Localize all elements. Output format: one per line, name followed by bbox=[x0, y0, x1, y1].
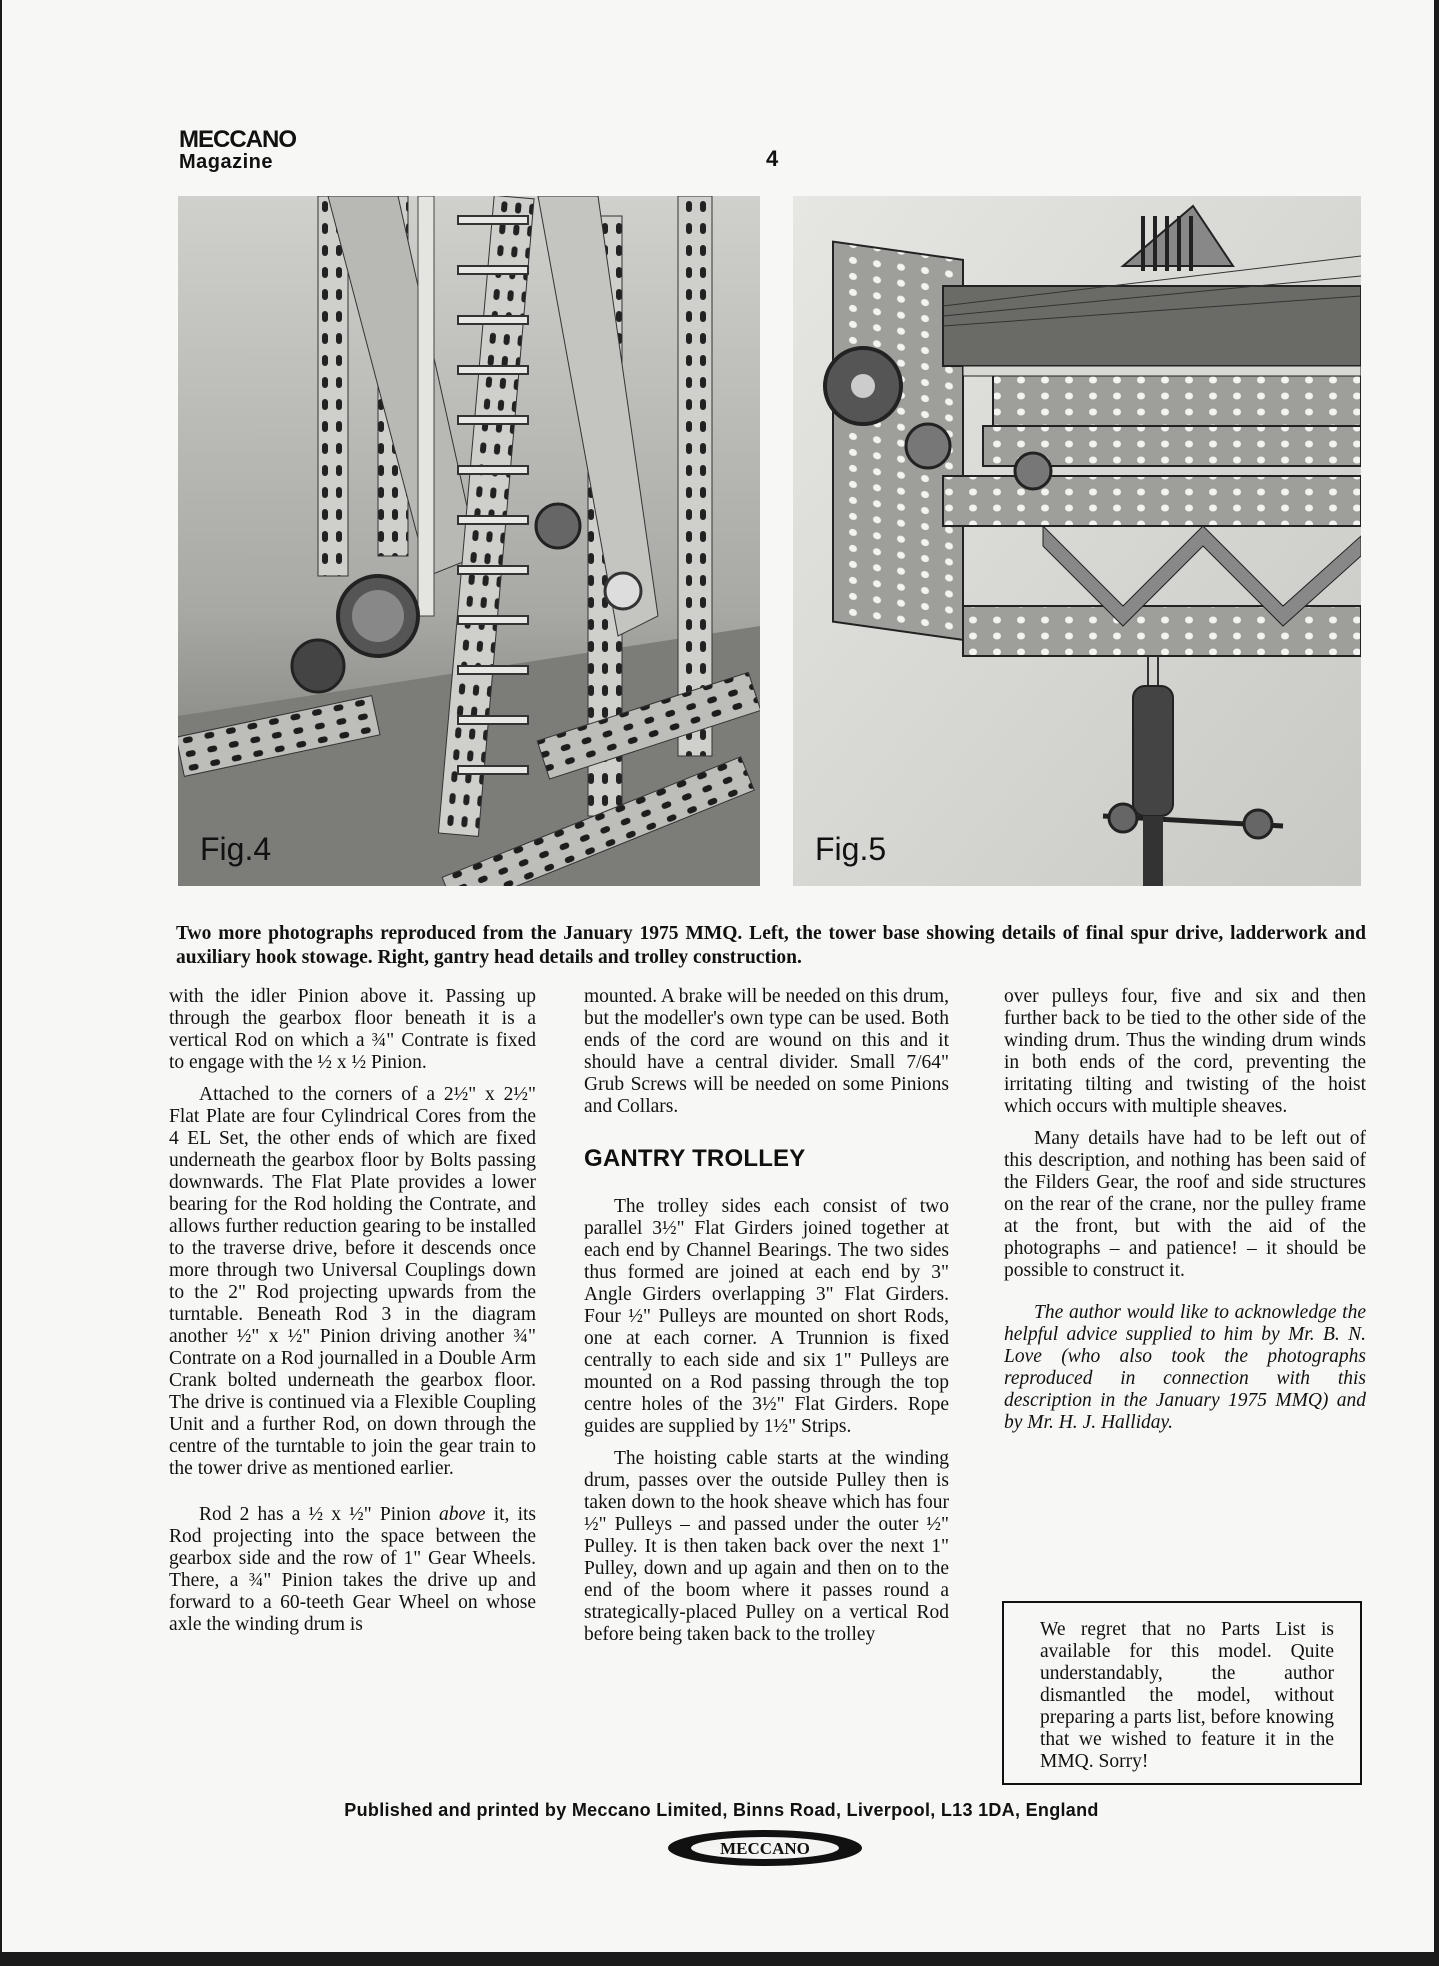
paragraph: The hoisting cable starts at the winding drum, passes over the outside Pulley then is taken down to the hook sheave which has four ½" Pulleys – and passed under the outer ½" Pulley. It is then taken back over the next 1" Pulley, down and up again and then on to the end of the boom where it passes round a strategically-placed Pulley on a vertical Rod before being taken back to the trolley bbox=[584, 1448, 949, 1645]
photo-tower-base bbox=[178, 196, 760, 886]
paragraph: over pulleys four, five and six and then further back to be tied to the other side of the winding drum. Thus the winding drum winds in both ends of the cord, preventing the irritating tilting and twisting of the hoist which occurs with multiple sheaves. bbox=[1004, 986, 1366, 1117]
section-heading: GANTRY TROLLEY bbox=[584, 1145, 806, 1172]
masthead-meccano: MECCANO bbox=[179, 126, 296, 153]
paragraph-rest: it, its Rod projecting into the space between the gearbox side and the row of 1" Gear Wheels. There, a ¾" Pinion takes the drive up and forward to a 60-teeth Gear Wheel on whose axle the winding drum is bbox=[169, 1504, 537, 1635]
paragraph bbox=[169, 1504, 536, 1636]
masthead bbox=[179, 128, 296, 172]
meccano-logo bbox=[666, 1828, 864, 1868]
page-number: 4 bbox=[766, 146, 779, 171]
tower-base-illustration bbox=[178, 196, 760, 886]
magazine-page bbox=[2, 0, 1434, 1952]
publisher-footer: Published and printed by Meccano Limited, Binns Road, Liverpool, L13 1DA, England bbox=[344, 1800, 1099, 1820]
acknowledgement: The author would like to acknowledge the helpful advice supplied to him by Mr. B. N. Love (who also took the photographs reproduced in connection with this description in the January 1975 MMQ) and by Mr. H. J. Halliday. bbox=[1004, 1302, 1366, 1433]
photo-gantry-head bbox=[793, 196, 1361, 886]
text-column-2 bbox=[584, 986, 949, 1656]
paragraph: mounted. A brake will be needed on this drum, but the modeller's own type can be used. Both ends of the cord are wound on this and it should have a central divider. Small 7/64" Grub Screws will be needed on some Pinions and Collars. bbox=[584, 986, 950, 1117]
figure-4-label: Fig.4 bbox=[200, 831, 272, 867]
masthead-magazine: Magazine bbox=[179, 151, 274, 173]
text-column-1 bbox=[169, 986, 536, 1646]
paragraph: with the idler Pinion above it. Passing up through the gearbox floor beneath it is a vertical Rod on which a ¾" Contrate is fixed to engage with the ½ x ½ Pinion. bbox=[169, 986, 536, 1073]
paragraph-emphasis: above bbox=[439, 1504, 486, 1525]
regret-notice-box: We regret that no Parts List is available for this model. Quite understandably, the author dismantled the model, without preparing a parts list, before knowing that we wished to feature it in the MMQ. Sorry! bbox=[1002, 1601, 1362, 1785]
gantry-head-illustration bbox=[793, 196, 1361, 886]
text-column-3 bbox=[1004, 986, 1366, 1444]
photo-caption: Two more photographs reproduced from the January 1975 MMQ. Left, the tower base showing details of final spur drive, ladderwork and auxiliary hook stowage. Right, gantry head details and trolley construction. bbox=[176, 923, 1366, 968]
paragraph: Many details have had to be left out of this description, and nothing has been said of the Filders Gear, the roof and side structures on the rear of the crane, nor the pulley frame at the front, but with the aid of the photographs – and patience! – it should be possible to construct it. bbox=[1004, 1128, 1366, 1281]
paragraph: Attached to the corners of a 2½" x 2½" Flat Plate are four Cylindrical Cores from the 4 EL Set, the other ends of which are fixed underneath the gearbox floor by Bolts passing downwards. The Flat Plate provides a lower bearing for the Rod holding the Contrate, and allows further reduction gearing to be installed to the traverse drive, before it descends once more through two Universal Couplings down to the 2" Rod projecting upwards from the turntable. Beneath Rod 3 in the diagram another ½" x ½" Pinion driving another ¾" Contrate on a Rod journalled in a Double Arm Crank bolted underneath the gearbox floor. The drive is continued via a Flexible Coupling Unit and a further Rod, on down through the centre of the turntable to join the gear train to the tower drive as mentioned earlier. bbox=[169, 1084, 536, 1479]
paragraph: The trolley sides each consist of two parallel 3½" Flat Girders joined together at each end by Channel Bearings. The two sides thus formed are joined at each end by 3" Angle Girders overlapping 3" Flat Girders. Four ½" Pulleys are mounted on short Rods, one at each corner. A Trunnion is fixed centrally to each side and six 1" Pulleys are mounted on a Rod passing through the top centre holes of the 3½" Flat Girders. Rope guides are supplied by 1½" Strips. bbox=[584, 1196, 949, 1437]
logo-text: MECCANO bbox=[720, 1839, 810, 1858]
figure-5-label: Fig.5 bbox=[815, 831, 887, 867]
paragraph-start: Rod 2 has a ½ x ½" Pinion bbox=[199, 1504, 439, 1525]
